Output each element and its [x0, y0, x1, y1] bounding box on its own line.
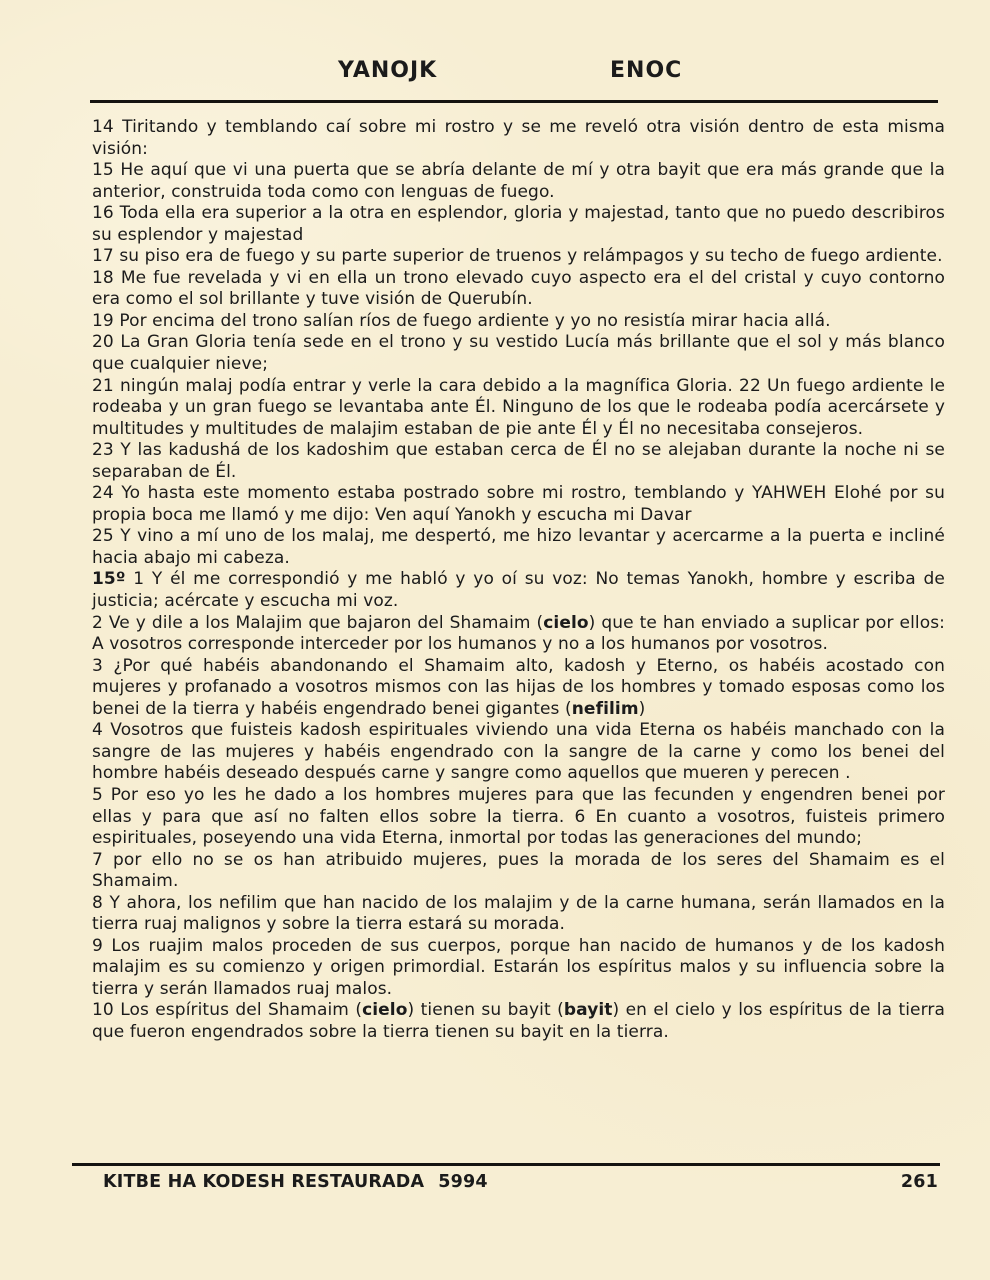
verse-paragraph: [92, 246, 945, 268]
verse-segment: 20 La Gran Gloria tenía sede en el trono y su vestido Lucía más brillante que el sol y más blanco que cualquier nieve;: [92, 332, 945, 375]
verse-segment: 4 Vosotros que fuisteis kadosh espirituales viviendo una vida Eterna os habéis manchado con la sangre de las mujeres y habéis engendrado con la sangre de la carne y como los benei del hombre habéis deseado después carne y sangre como aquellos que mueren y perecen .: [92, 720, 945, 784]
verse-paragraph: [92, 936, 945, 1001]
verse-paragraph: [92, 893, 945, 936]
verse-paragraph: [92, 268, 945, 311]
verse-paragraph: [92, 1000, 945, 1043]
verse-paragraph: [92, 311, 945, 333]
verse-bold-term: nefilim: [571, 698, 639, 719]
verse-bold-term: bayit: [563, 1000, 613, 1021]
verse-segment: 14 Tiritando y temblando caí sobre mi rostro y se me reveló otra visión dentro de esta misma visión:: [92, 117, 945, 159]
verse-segment: 25 Y vino a mí uno de los malaj, me despertó, me hizo levantar y acercarme a la puerta e incliné hacia abajo mi cabeza.: [92, 526, 945, 568]
verse-bold-term: cielo: [362, 1000, 408, 1021]
verse-paragraph: [92, 332, 945, 375]
verse-segment: 2 Ve y dile a los Malajim que bajaron del Shamaim (: [92, 612, 544, 633]
verse-paragraph: [92, 160, 945, 203]
verse-paragraph: [92, 483, 945, 526]
verse-segment: 18 Me fue revelada y vi en ella un trono elevado cuyo aspecto era el del cristal y cuyo contorno era como el sol brillante y tuve visión de Querubín.: [92, 267, 945, 310]
verse-segment: ) que te han enviado a suplicar por ellos: A vosotros corresponde interceder por los humanos y no a los humanos por vosotros.: [92, 612, 945, 655]
verse-segment: 10 Los espíritus del Shamaim (: [92, 1000, 363, 1021]
verse-segment: 9 Los ruajim malos proceden de sus cuerpos, porque han nacido de humanos y de los kadosh malajim es su comienzo y origen primordial. Estarán los espíritus malos y su influencia sobre la tierra y serán llamados ruaj malos.: [92, 935, 945, 999]
verse-segment: ) en el cielo y los espíritus de la tierra que fueron engendrados sobre la tierra tienen su bayit en la tierra.: [92, 1000, 945, 1042]
verse-paragraph: [92, 569, 945, 612]
verse-paragraph: [92, 203, 945, 246]
footer-title: KITBE HA KODESH RESTAURADA: [103, 1172, 425, 1192]
verse-segment: 5 Por eso yo les he dado a los hombres mujeres para que las fecunden y engendren benei por ellas y para que así no falten ellos sobre la tierra. 6 En cuanto a vosotros, fuisteis primero espirituales, poseyendo una vida Eterna, inmortal por todas las generaciones del mundo;: [92, 784, 945, 849]
verse-paragraph: [92, 526, 945, 569]
verse-segment: 16 Toda ella era superior a la otra en esplendor, gloria y majestad, tanto que no puedo describiros su esplendor y majestad: [92, 203, 945, 245]
verse-text-block: [92, 117, 945, 1044]
verse-paragraph: [92, 720, 945, 785]
verse-segment: 7 por ello no se os han atribuido mujeres, pues la morada de los seres del Shamaim es el Shamaim.: [92, 849, 945, 892]
verse-paragraph: [92, 117, 945, 160]
verse-paragraph: [92, 613, 945, 656]
verse-paragraph: [92, 850, 945, 893]
footer-rule: [72, 1163, 940, 1166]
page-footer: [103, 1172, 938, 1192]
verse-segment: ) tienen su bayit (: [407, 1000, 564, 1021]
verse-paragraph: [92, 656, 945, 721]
verse-segment: 23 Y las kadushá de los kadoshim que estaban cerca de Él no se alejaban durante la noche ni se separaban de Él.: [92, 440, 945, 482]
header-title-left: YANOJK: [338, 58, 438, 83]
verse-segment: 21 ningún malaj podía entrar y verle la cara debido a la magnífica Gloria. 22 Un fuego ardiente le rodeaba y un gran fuego se levantaba ante Él. Ninguno de los que le rodeaba podía acercársete y multitudes y multitudes de malajim estaban de pie ante Él y Él no necesitaba consejeros.: [92, 375, 945, 439]
page-number: 261: [900, 1172, 938, 1192]
verse-segment: 17 su piso era de fuego y su parte superior de truenos y relámpagos y su techo de fuego ardiente.: [92, 246, 943, 267]
header-rule: [90, 100, 938, 103]
verse-segment: ): [638, 698, 646, 719]
verse-segment: 19 Por encima del trono salían ríos de fuego ardiente y yo no resistía mirar hacia allá.: [92, 310, 831, 331]
page-header: [0, 58, 990, 90]
header-title-right: ENOC: [610, 58, 683, 83]
verse-paragraph: [92, 785, 945, 850]
verse-segment: 1 Y él me correspondió y me habló y yo oí su voz: No temas Yanokh, hombre y escriba de justicia; acércate y escucha mi voz.: [92, 569, 945, 612]
verse-bold-term: 15º: [92, 569, 126, 590]
footer-year: 5994: [438, 1172, 488, 1192]
verse-segment: 8 Y ahora, los nefilim que han nacido de los malajim y de la carne humana, serán llamados en la tierra ruaj malignos y sobre la tierra estará su morada.: [92, 892, 945, 935]
verse-segment: 15 He aquí que vi una puerta que se abría delante de mí y otra bayit que era más grande que la anterior, construida toda como con lenguas de fuego.: [92, 160, 945, 202]
verse-segment: 3 ¿Por qué habéis abandonando el Shamaim alto, kadosh y Eterno, os habéis acostado con mujeres y profanado a vosotros mismos con las hijas de los hombres y tomado esposas como los benei de la tierra y habéis engendrado benei gigantes (: [92, 655, 945, 719]
verse-paragraph: [92, 376, 945, 441]
verse-segment: 24 Yo hasta este momento estaba postrado sobre mi rostro, temblando y YAHWEH Elohé por su propia boca me llamó y me dijo: Ven aquí Yanokh y escucha mi Davar: [92, 483, 945, 525]
verse-paragraph: [92, 440, 945, 483]
verse-bold-term: cielo: [543, 612, 589, 633]
